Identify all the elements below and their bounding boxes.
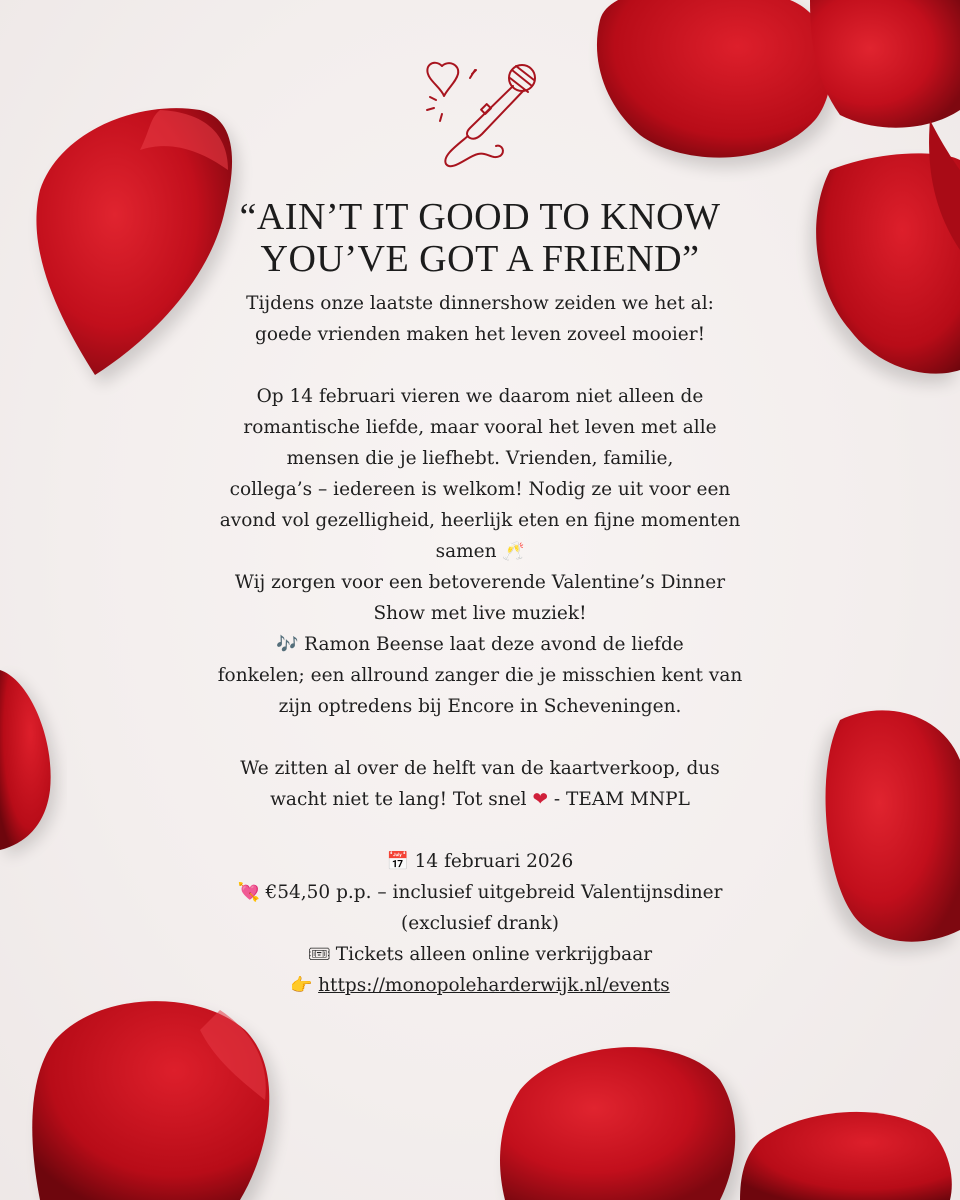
paragraph-line: Show met live muziek! <box>373 603 587 624</box>
price-note: (exclusief drank) <box>401 913 559 934</box>
events-link[interactable]: https://monopoleharderwijk.nl/events <box>318 975 670 996</box>
title-line-1: “AIN’T IT GOOD TO KNOW <box>239 196 721 238</box>
petal-bottom-left <box>32 1001 277 1200</box>
petal-right-middle <box>818 710 960 951</box>
tickets-text: Tickets alleen online verkrijgbaar <box>335 944 653 965</box>
heart-arrow-icon: 💘 <box>237 882 260 903</box>
price-text: €54,50 p.p. – inclusief uitgebreid Valentijnsdiner <box>265 882 723 903</box>
paragraph-line: romantische liefde, maar vooral het leven met alle <box>243 417 717 438</box>
closing-text: wacht niet te lang! Tot snel <box>270 789 527 810</box>
body-text <box>150 288 810 1001</box>
event-price <box>150 877 810 908</box>
page-title <box>150 196 810 280</box>
petal-bottom-right <box>500 1047 952 1200</box>
artist-text: Ramon Beense laat deze avond de liefde <box>304 634 684 655</box>
paragraph-line <box>150 629 810 660</box>
intro-line: Tijdens onze laatste dinnershow zeiden we het al: <box>246 293 714 314</box>
ticket-icon: 🎟 <box>307 944 331 965</box>
paragraph-line: Op 14 februari vieren we daarom niet alleen de <box>256 386 704 407</box>
samen-text: samen <box>435 541 497 562</box>
paragraph-line <box>150 536 810 567</box>
event-tickets <box>150 939 810 970</box>
music-notes-icon: 🎶 <box>276 634 299 655</box>
date-text: 14 februari 2026 <box>414 851 574 872</box>
title-line-2: YOU’VE GOT A FRIEND” <box>260 238 700 280</box>
event-link <box>150 970 810 1001</box>
paragraph-line: zijn optredens bij Encore in Scheveningen. <box>278 696 682 717</box>
calendar-icon: 📅 <box>386 851 410 872</box>
pointing-hand-icon: 👉 <box>290 975 313 996</box>
paragraph-line: We zitten al over de helft van de kaartverkoop, dus <box>240 758 720 779</box>
intro-line: goede vrienden maken het leven zoveel mooier! <box>254 324 706 345</box>
champagne-glasses-icon: 🥂 <box>502 541 525 562</box>
paragraph-line: fonkelen; een allround zanger die je misschien kent van <box>217 665 743 686</box>
paragraph-line: mensen die je liefhebt. Vrienden, familie, <box>286 448 674 469</box>
poster-content <box>150 196 810 1001</box>
microphone-heart-icon <box>412 56 548 174</box>
event-date <box>150 846 810 877</box>
heart-icon: ❤ <box>532 789 548 810</box>
paragraph-line: collega’s – iedereen is welkom! Nodig ze uit voor een <box>229 479 731 500</box>
paragraph-line: avond vol gezelligheid, heerlijk eten en fijne momenten <box>219 510 741 531</box>
paragraph-line: Wij zorgen voor een betoverende Valentine’s Dinner <box>234 572 726 593</box>
signature-text: - TEAM MNPL <box>553 789 690 810</box>
petal-left-middle <box>0 670 57 856</box>
paragraph-line <box>150 784 810 815</box>
